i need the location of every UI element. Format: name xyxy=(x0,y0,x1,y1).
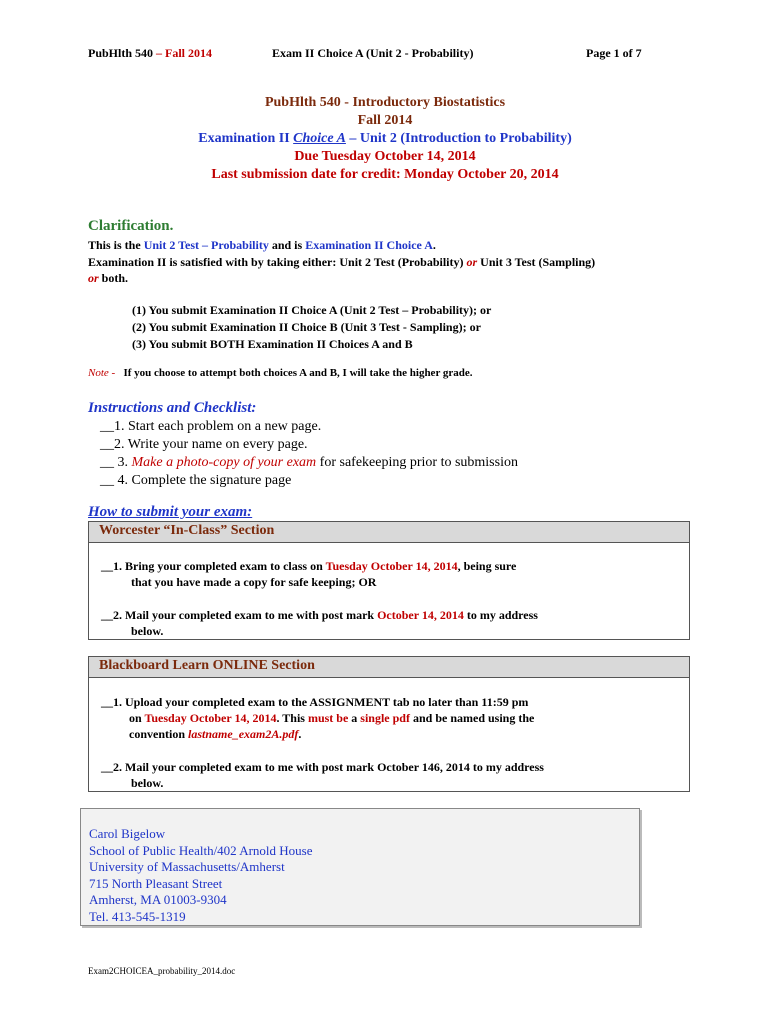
address-phone: Tel. 413-545-1319 xyxy=(89,909,186,924)
address-street: 715 North Pleasant Street xyxy=(89,876,223,891)
worcester-item-1: __1. Bring your completed exam to class on Tuesday October 14, 2014, being sure that you have made a copy for safe keeping; OR xyxy=(101,559,517,589)
title-due-date: Due Tuesday October 14, 2014 xyxy=(294,149,476,164)
header-course: PubHlth 540 – Fall 2014 xyxy=(88,46,213,60)
address-university: University of Massachusetts/Amherst xyxy=(89,859,285,874)
clarification-option-1: (1) You submit Examination II Choice A (Unit 2 Test – Probability); or xyxy=(132,303,492,317)
checklist-item-2: __2. Write your name on every page. xyxy=(100,437,308,452)
mailing-address-box xyxy=(80,808,640,926)
title-exam: Examination II Choice A – Unit 2 (Introduction to Probability) xyxy=(198,131,572,146)
title-last-submission: Last submission date for credit: Monday October 20, 2014 xyxy=(211,167,559,182)
checklist-item-1: __1. Start each problem on a new page. xyxy=(100,419,322,434)
clarification-heading: Clarification. xyxy=(88,218,174,234)
worcester-section-box xyxy=(88,521,690,640)
online-section-title: Blackboard Learn ONLINE Section xyxy=(89,657,689,678)
worcester-item-2: __2. Mail your completed exam to me with post mark October 14, 2014 to my address below. xyxy=(101,608,538,638)
online-item-1: __1. Upload your completed exam to the ASSIGNMENT tab no later than 11:59 pm on Tuesday October 14, 2014. This must be a single pdf and be named using the convention lastname_exam2A.pdf. xyxy=(101,695,535,741)
clarification-option-3: (3) You submit BOTH Examination II Choices A and B xyxy=(132,337,413,351)
how-to-submit-heading: How to submit your exam: xyxy=(88,504,253,520)
title-course: PubHlth 540 - Introductory Biostatistics xyxy=(264,95,506,110)
online-section-box xyxy=(88,656,690,792)
instructions-heading: Instructions and Checklist: xyxy=(88,400,257,416)
title-block xyxy=(0,94,770,184)
header-page-number: Page 1 of 7 xyxy=(586,46,642,60)
checklist-item-4: __ 4. Complete the signature page xyxy=(100,473,292,488)
header-exam-title: Exam II Choice A (Unit 2 - Probability) xyxy=(272,46,474,60)
clarification-paragraph-2: Examination II is satisfied with by taking either: Unit 2 Test (Probability) or Unit 3 Test (Sampling) or both. xyxy=(88,255,596,285)
online-item-2: __2. Mail your completed exam to me with post mark October 146, 2014 to my address below. xyxy=(101,760,544,790)
checklist-item-3: __ 3. Make a photo-copy of your exam for safekeeping prior to submission xyxy=(100,455,518,470)
address-city: Amherst, MA 01003-9304 xyxy=(89,892,227,907)
title-term: Fall 2014 xyxy=(357,113,413,128)
footer-filename: Exam2CHOICEA_probability_2014.doc xyxy=(88,966,236,976)
address-name: Carol Bigelow xyxy=(89,826,166,841)
clarification-note: Note - If you choose to attempt both choices A and B, I will take the higher grade. xyxy=(88,367,473,379)
title-choice: Choice A xyxy=(293,131,346,146)
worcester-section-title: Worcester “In-Class” Section xyxy=(89,522,689,543)
clarification-paragraph-1: This is the Unit 2 Test – Probability and is Examination II Choice A. xyxy=(88,238,436,252)
clarification-option-2: (2) You submit Examination II Choice B (Unit 3 Test - Sampling); or xyxy=(132,320,481,334)
address-school: School of Public Health/402 Arnold House xyxy=(89,843,313,858)
